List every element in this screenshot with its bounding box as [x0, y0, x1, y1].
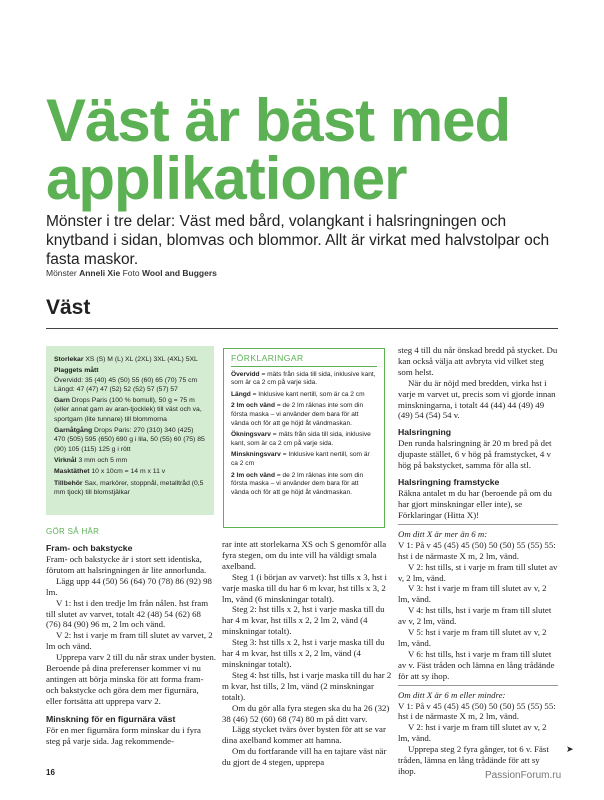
heading-neckline-front: Halsringning framstycke	[398, 477, 500, 488]
explanation-item	[231, 431, 377, 448]
heading-front-back: Fram- och bakstycke	[46, 543, 133, 553]
column-1	[46, 543, 216, 747]
materials-text: Drops Paris (100 % bomull), 50 g = 75 m (eller annat garn av aran-tjocklek) till väst och va, sportgarn (lite tunnare) till blommorna	[54, 397, 202, 423]
materials-row	[54, 366, 206, 394]
row-instruction: V 6: hst tills, hst i varje m fram till slutet av v. Fäst tråden och lämna en lång trådände för att sy ihop.	[398, 648, 555, 681]
column-2	[222, 539, 392, 768]
row-instruction: V 5: hst i varje m fram till slutet av v, 2 lm, vänd.	[398, 627, 547, 648]
materials-text: Sax, markörer, stoppnål, metalltråd (0,5 mm tjock) till blomstjälkar	[54, 479, 204, 496]
row-instruction: V 2: hst i varje m fram till slutet av v, 2 lm, vänd.	[398, 722, 547, 744]
paragraph: Den runda halsringning är 20 m bred på det djupaste stället, 6 v hög på framstycket, 4 v hög på bakstycket, samma för alla stl.	[398, 438, 552, 471]
paragraph: För en mer figurnära form minskar du i fyra steg på varje sida. Jag rekommende-	[46, 724, 201, 746]
paragraph: Steg 3: hst tills x 2, hst i varje maska till du har 4 m kvar, hst tills x 2, 2 lm, vänd (4 minskningar totalt).	[222, 637, 385, 669]
divider	[398, 524, 558, 525]
explanation-key: 2 lm och vänd	[231, 402, 275, 410]
article-credit	[46, 268, 217, 278]
credit-pattern-label: Mönster	[46, 268, 77, 278]
article-lead: Mönster i tre delar: Väst med bård, volangkant i halsringningen och knytband i sidan, blomvas och blommor. Allt är virkat med halvstolpar och fasta maskor.	[46, 213, 550, 268]
explanation-item	[231, 451, 377, 468]
paragraph: Fram- och bakstycke är i stort sett identiska, förutom att halsringningen är lite annorlunda.	[46, 554, 207, 575]
case-heading: Om ditt X är 6 m eller mindre:	[398, 689, 506, 700]
paragraph: Steg 4: hst tills, hst i varje maska till du har 2 m kvar, hst tills, 2 lm, vänd (2 minskningar totalt).	[222, 669, 392, 702]
column-3	[398, 345, 558, 777]
materials-row	[54, 479, 206, 498]
explanation-item	[231, 472, 377, 498]
explanation-key: Ökningsvarv	[231, 431, 271, 439]
materials-box	[46, 346, 214, 515]
row-instruction: V 3: hst i varje m fram till slutet av v, 2 lm, vänd.	[398, 583, 547, 605]
materials-key: Masktäthet	[54, 468, 90, 476]
explanation-text: = Inklusive kant nertill, som är ca 2 cm	[252, 390, 365, 398]
heading-neckline: Halsringning	[398, 427, 452, 438]
row-instruction: V 4: hst tills, hst i varje m fram till slutet av v, 2 lm, vänd.	[398, 605, 552, 627]
materials-key: Garn	[54, 397, 70, 405]
explanation-item	[231, 402, 377, 428]
paragraph: Upprepa varv 2 till du når strax under bysten. Beroende på dina preferenser kommer vi nu antingen att börja minska för att forma fram- och bakstycke och göra dem mer figurnära, eller fortsätta att upprepa varv 2.	[46, 652, 217, 706]
watermark: PassionForum.ru	[485, 770, 562, 781]
materials-row	[54, 355, 206, 364]
paragraph: Om du fortfarande vill ha en tajtare väst när du gjort de 4 stegen, upprepa	[222, 746, 387, 768]
instructions-label: GÖR SÅ HÄR	[46, 527, 100, 536]
materials-key: Virknål	[54, 456, 77, 464]
credit-photo-label: Foto	[122, 268, 140, 278]
heading-decrease: Minskning för en figurnära väst	[46, 713, 176, 724]
explanation-key: Övervidd	[231, 370, 260, 378]
explanations-divider	[231, 366, 377, 367]
explanation-text: = de 2 lm räknas inte som din första maska – vi använder dem bara för att vända och för att ge höjd åt vändmaskan.	[231, 471, 364, 496]
explanation-key: Minskningsvarv	[231, 451, 281, 459]
article-title: Väst är bäst med applikationer	[46, 87, 511, 212]
materials-key: Storlekar	[54, 356, 84, 363]
paragraph: Lägg upp 44 (50) 56 (64) 70 (78) 86 (92) 98 lm.	[46, 575, 212, 597]
paragraph: Räkna antalet m du har (beroende på om du har gjort minskningar eller inte), se Förklaringar (Hitta X)!	[398, 488, 552, 520]
explanation-text: = mäts från sida till sida, inklusive kant, som är ca 2 cm på varje sida.	[231, 370, 376, 387]
paragraph: Lägg stycket tvärs över bysten för att se var dina axelband kommer att hamna.	[222, 724, 386, 746]
materials-key: Garnåtgång	[54, 427, 93, 435]
paragraph: steg 4 till du når önskad bredd på stycket. Du kan också välja att avbryta vid vilket steg som helst.	[398, 345, 558, 377]
materials-row	[54, 456, 206, 465]
materials-text: 10 x 10cm = 14 m x 11 v	[91, 468, 166, 476]
paragraph: rar inte att storlekarna XS och S genomför alla fyra stegen, om du inte vill ha väldigt smala axelband.	[222, 539, 387, 571]
row-instruction: V 2: hst tills, st i varje m fram till slutet av v, 2 lm, vänd.	[398, 561, 558, 583]
materials-text: Drops Paris: 270 (310) 340 (425) 470 (505) 595 (650) 690 g i lila, 50 (55) 60 (75) 85 (90) 105 (115) 125 g i rött	[54, 427, 205, 453]
materials-row	[54, 426, 206, 454]
divider	[398, 685, 558, 686]
credit-designer: Anneli Xie	[79, 268, 121, 278]
explanation-text: = mäts från sida till sida, inklusive kant, som är ca 2 cm på varje sida.	[231, 431, 371, 447]
explanation-text: = de 2 lm räknas inte som din första maska – vi använder dem bara för att vända och för att ge höjd åt vändmaskan.	[231, 402, 364, 427]
case-heading: Om ditt X är mer än 6 m:	[398, 528, 488, 539]
row-instruction: Upprepa steg 2 fyra gånger, tot 6 v. Fäst tråden, lämna en lång trådände för att sy ihop.	[398, 744, 549, 776]
materials-row	[54, 396, 206, 424]
paragraph: När du är nöjd med bredden, virka hst i varje m varvet ut, precis som vi gjorde innan minskningarna, i totalt 44 (44) 44 (49) 49 (49) 54 (54) 54 v.	[398, 377, 556, 421]
explanation-key: Längd	[231, 390, 251, 398]
explanation-key: 2 lm och vänd	[231, 471, 275, 479]
materials-text: 3 mm och 5 mm	[78, 456, 128, 464]
materials-text: Övervidd: 35 (40) 45 (50) 55 (60) 65 (70) 75 cm Längd: 47 (47) 47 (52) 52 (52) 57 (57) 57	[54, 376, 198, 393]
explanations-box	[223, 348, 385, 528]
credit-photographer: Wool and Buggers	[141, 268, 217, 278]
paragraph: Steg 1 (i början av varvet): hst tills x 3, hst i varje maska till du har 6 m kvar, hst tills x 3, 2 lm, vänd (6 minskningar totalt).	[222, 571, 387, 604]
section-divider	[46, 328, 558, 329]
explanations-title: FÖRKLARINGAR	[231, 353, 304, 363]
materials-key: Tillbehör	[54, 479, 83, 487]
materials-text: XS (S) M (L) XL (2XL) 3XL (4XL) 5XL	[85, 356, 198, 363]
page-number: 16	[46, 768, 55, 777]
explanation-item	[231, 371, 377, 388]
continue-arrow-icon: ➤	[566, 744, 574, 754]
materials-row	[54, 467, 206, 476]
explanation-text: = Inklusive kant nertill, som är ca 2 cm	[231, 451, 370, 467]
row-instruction: V 1: På v 45 (45) 45 (50) 50 (50) 55 (55) 55: hst i de närmaste X m, 2 lm, vänd.	[398, 700, 556, 722]
row-instruction: V 1: På v 45 (45) 45 (50) 50 (50) 55 (55) 55: hst i de närmaste X m, 2 lm, vänd.	[398, 539, 556, 561]
materials-key: Plaggets mått	[54, 367, 99, 375]
paragraph: V 1: hst i den tredje lm från nålen. hst fram till slutet av varvet, totalt 42 (48) 54 (62) 68 (76) 84 (90) 96 m, 2 lm och vänd.	[46, 597, 209, 630]
paragraph: Om du gör alla fyra stegen ska du ha 26 (32) 38 (46) 52 (60) 68 (74) 80 m på ditt varv.	[222, 702, 390, 724]
explanation-item	[231, 391, 377, 400]
section-title: Väst	[46, 296, 91, 319]
paragraph: V 2: hst i varje m fram till slutet av varvet, 2 lm och vänd.	[46, 630, 213, 652]
paragraph: Steg 2: hst tills x 2, hst i varje maska till du har 4 m kvar, hst tills x 2, 2 lm 2, vänd (4 minskningar totalt).	[222, 604, 385, 637]
